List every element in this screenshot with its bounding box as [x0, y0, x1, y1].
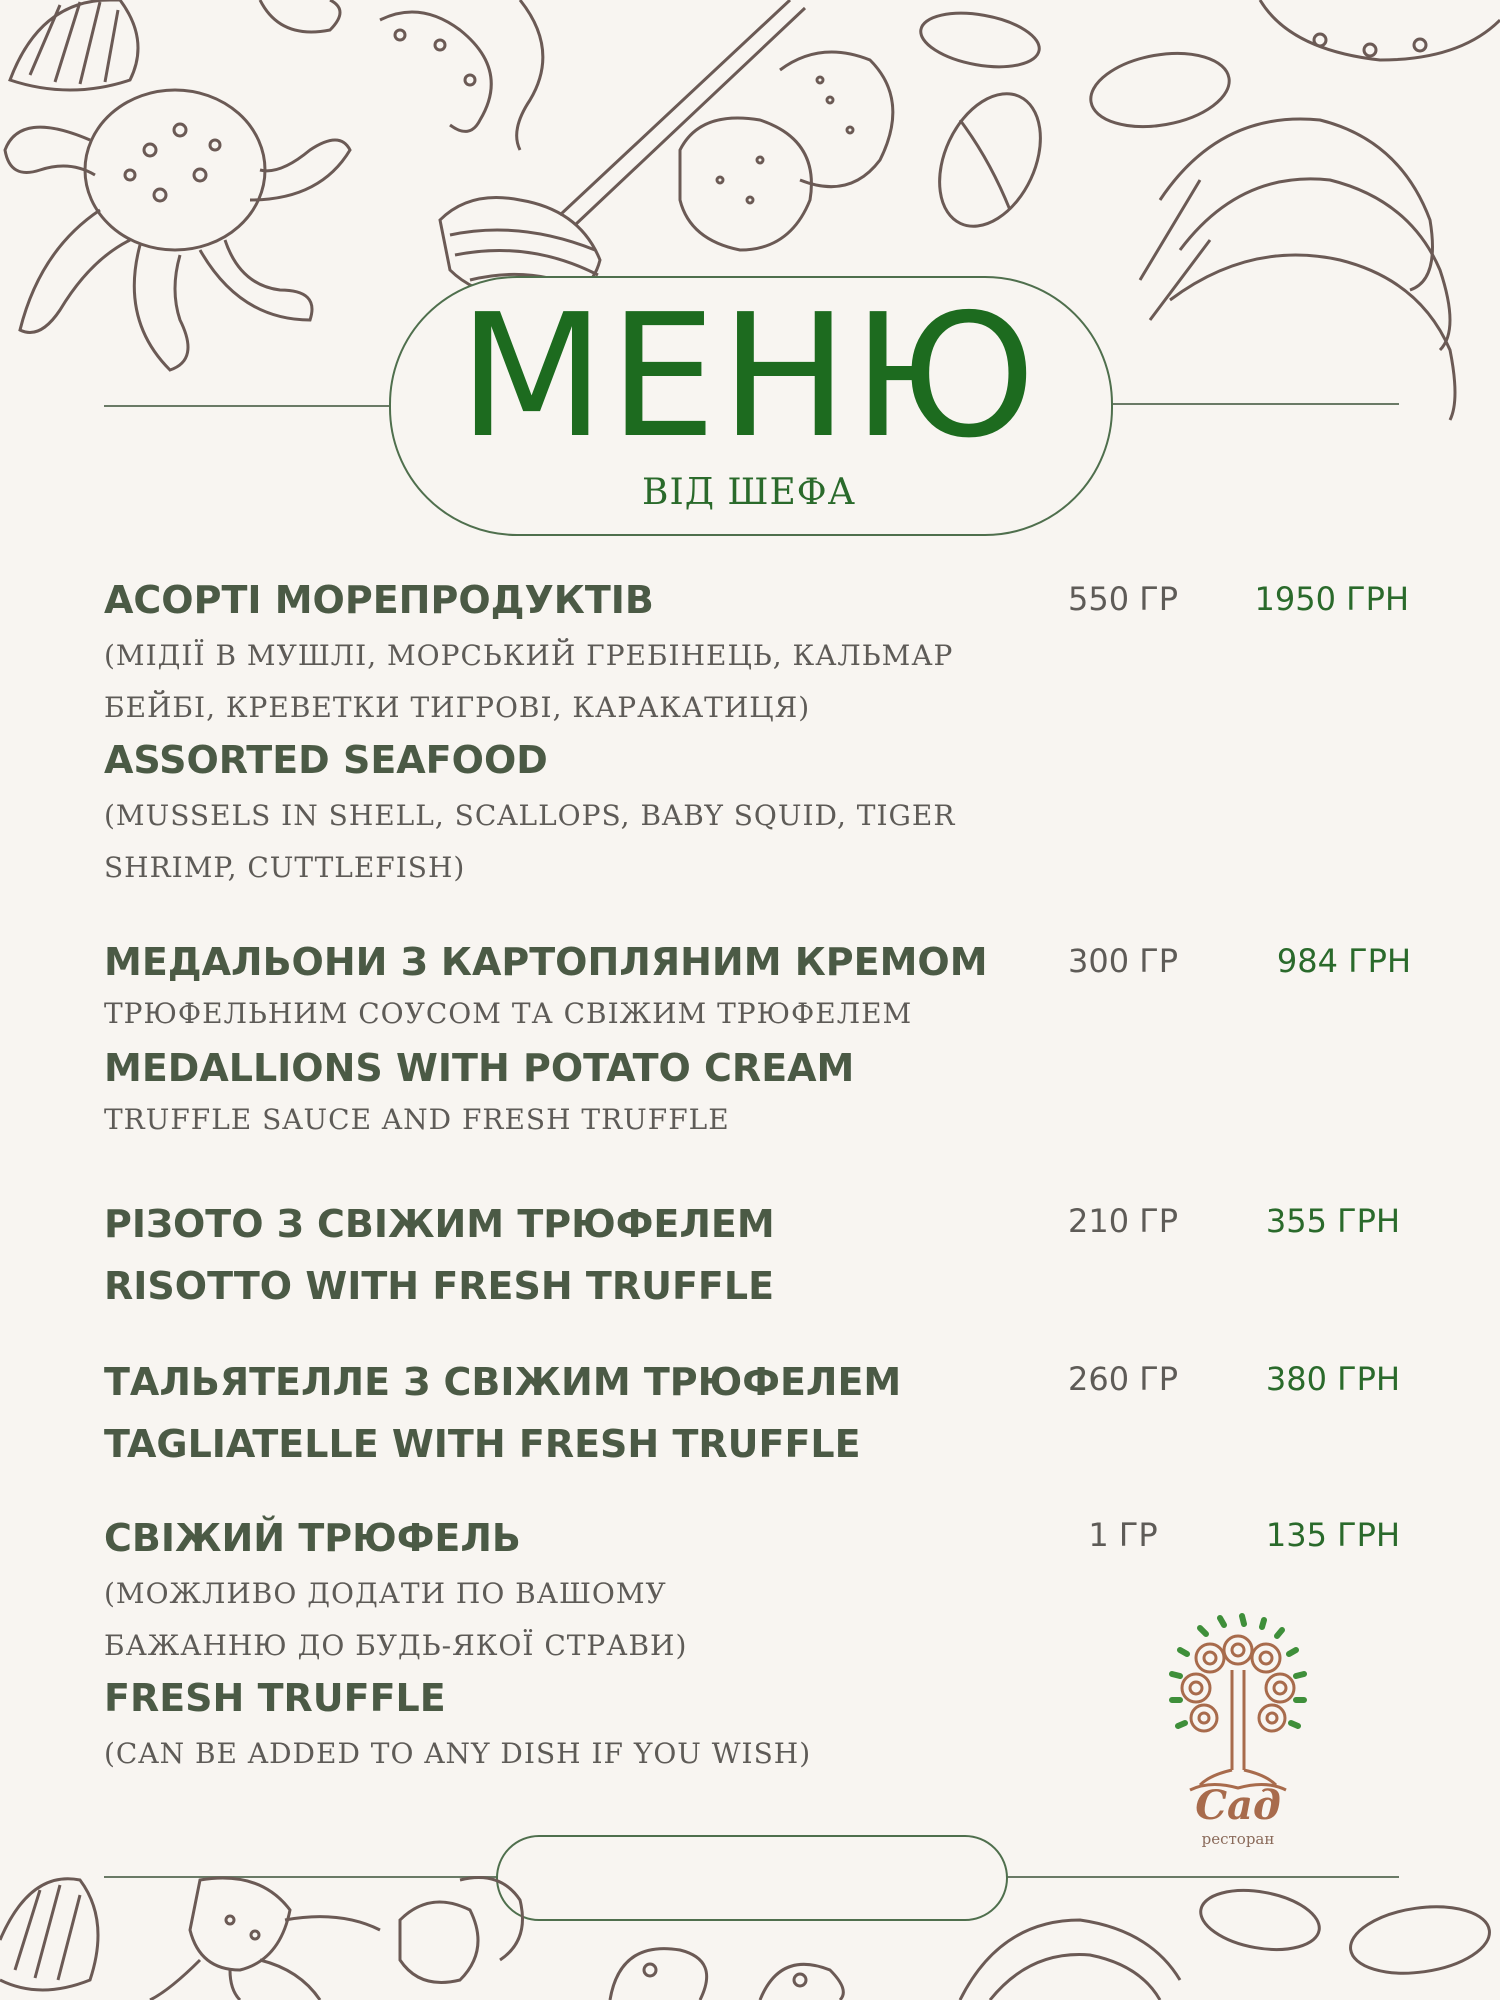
- dish-name-en: MEDALLIONS WITH POTATO CREAM: [104, 1046, 855, 1090]
- dish-name-ua: МЕДАЛЬОНИ З КАРТОПЛЯНИМ КРЕМОМ: [104, 940, 988, 984]
- dish-desc-en-line1: TRUFFLE SAUCE AND FRESH TRUFFLE: [104, 1103, 730, 1136]
- dish-weight: 1 ГР: [1088, 1516, 1158, 1554]
- dish-desc-en-line2: SHRIMP, CUTTLEFISH): [104, 851, 466, 884]
- dish-weight: 550 ГР: [1067, 580, 1179, 618]
- dish-name-ua: РІЗОТО З СВІЖИМ ТРЮФЕЛЕМ: [104, 1202, 775, 1246]
- page-title: МЕНЮ: [458, 278, 1040, 476]
- dish-desc-ua-line2: БЕЙБІ, КРЕВЕТКИ ТИГРОВІ, КАРАКАТИЦЯ): [104, 691, 811, 724]
- shell-icon: [10, 0, 138, 90]
- shrimp-icon: [960, 1920, 1180, 2000]
- dish-name-ua: ТАЛЬЯТЕЛЛЕ З СВІЖИМ ТРЮФЕЛЕМ: [104, 1360, 902, 1404]
- mussel-icon: [917, 5, 1235, 242]
- dish-name-en: FRESH TRUFFLE: [104, 1676, 446, 1720]
- dish-price: 355 ГРН: [1265, 1202, 1400, 1240]
- dish-price: 1950 ГРН: [1254, 580, 1409, 618]
- menu-item-risotto: [104, 1202, 1444, 1308]
- page-subtitle: ВІД ШЕФА: [642, 472, 856, 513]
- dish-desc-en-line1: (CAN BE ADDED TO ANY DISH IF YOU WISH): [104, 1737, 812, 1770]
- dish-name-en: TAGLIATELLE WITH FRESH TRUFFLE: [104, 1422, 861, 1466]
- dish-desc-ua-line1: ТРЮФЕЛЬНИМ СОУСОМ ТА СВІЖИМ ТРЮФЕЛЕМ: [104, 997, 913, 1030]
- octopus-icon: [150, 1878, 380, 2000]
- header-divider-right: [1109, 403, 1399, 405]
- shell-icon: [0, 1879, 98, 1990]
- dish-desc-ua-line1: (МОЖЛИВО ДОДАТИ ПО ВАШОМУ: [104, 1577, 667, 1610]
- header-divider-left: [104, 405, 389, 407]
- dish-weight: 210 ГР: [1067, 1202, 1179, 1240]
- dish-price: 984 ГРН: [1276, 942, 1411, 980]
- mussel-icon: [1196, 1882, 1494, 1981]
- dish-desc-ua-line2: БАЖАННЮ ДО БУДЬ-ЯКОЇ СТРАВИ): [104, 1629, 688, 1662]
- fork-pasta-icon: [440, 0, 805, 300]
- dish-price: 135 ГРН: [1265, 1516, 1400, 1554]
- dish-name-en: ASSORTED SEAFOOD: [104, 738, 548, 782]
- octopus-icon: [5, 90, 350, 370]
- footer-pill: [496, 1835, 1008, 1921]
- dish-name-en: RISOTTO WITH FRESH TRUFFLE: [104, 1264, 775, 1308]
- dish-name-ua: АСОРТІ МОРЕПРОДУКТІВ: [104, 578, 654, 622]
- dish-price: 380 ГРН: [1265, 1360, 1400, 1398]
- logo-subtitle: ресторан: [1201, 1830, 1275, 1848]
- dish-desc-en-line1: (MUSSELS IN SHELL, SCALLOPS, BABY SQUID, TIGER: [104, 799, 956, 832]
- menu-item-assorted-seafood: [104, 578, 1444, 894]
- dish-weight: 300 ГР: [1067, 942, 1179, 980]
- dish-name-ua: СВІЖИЙ ТРЮФЕЛЬ: [104, 1516, 521, 1560]
- dish-weight: 260 ГР: [1067, 1360, 1179, 1398]
- dish-desc-ua-line1: (МІДІЇ В МУШЛІ, МОРСЬКИЙ ГРЕБІНЕЦЬ, КАЛЬМАР: [104, 639, 954, 672]
- menu-item-tagliatelle: [104, 1360, 1444, 1466]
- truffle-icon: [680, 52, 893, 250]
- menu-item-medallions: [104, 940, 1444, 1146]
- logo-name: Сад: [1195, 1782, 1281, 1829]
- shrimp-icon: [1140, 119, 1455, 420]
